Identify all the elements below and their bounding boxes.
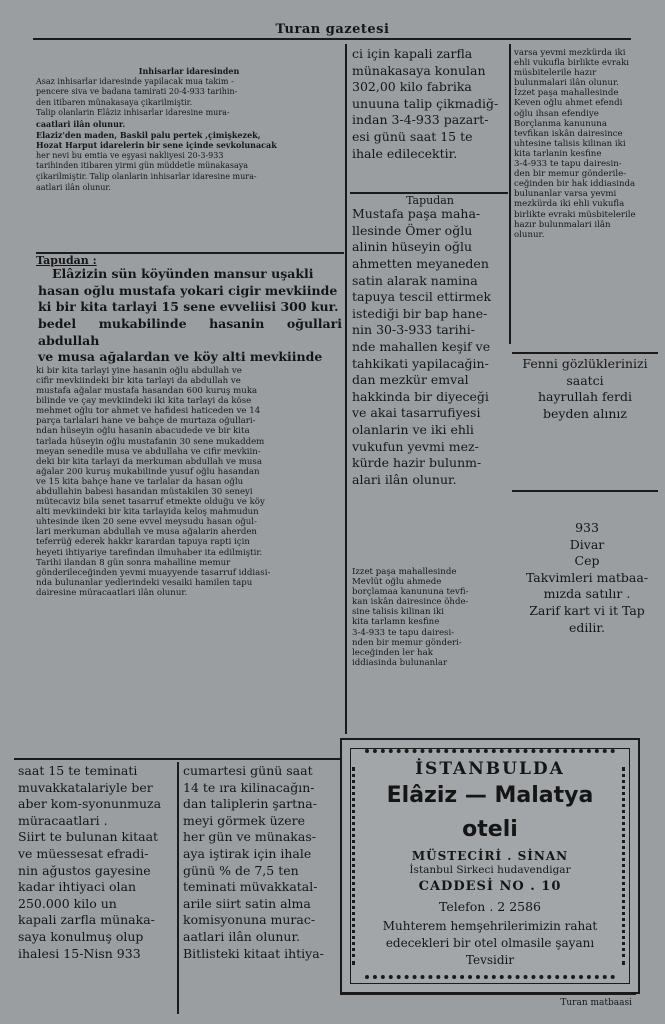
text-line: istediği bir bap hane- <box>352 305 488 321</box>
text-line: dan mezkür emval <box>352 372 469 388</box>
text-line: teferrüğ ederek hakkr karardan tapuya rapti için <box>36 537 250 548</box>
masthead: Turan gazetesi <box>275 22 390 37</box>
text-line: Tarihi ilandan 8 gün sonra mahalline memur <box>36 557 231 568</box>
text-line: cumartesi günü saat <box>183 763 313 778</box>
bottom-rule <box>14 758 340 760</box>
text-line: nin 30-3-933 tarihi- <box>352 322 475 338</box>
tapudan-label: Tapudan : <box>36 255 97 267</box>
tapu-notice-3 <box>352 567 508 732</box>
text-line: olanlarin ve iki ehli <box>352 422 474 438</box>
text-line: esi günü saat 15 te <box>352 128 473 144</box>
text-line: ve 15 kita bahçe hane ve tarlalar da hasan oğlu <box>36 476 244 487</box>
text-line: dairesine müracaatlari ilân olunur. <box>36 587 188 598</box>
text-line: mezkürda iki ehli vukufla <box>514 199 625 210</box>
text-line: borçlamaa kanununa tevfi- <box>352 587 469 598</box>
text-line: den bir memur gönderile- <box>514 169 627 180</box>
text-line: Keven oğlu ahmet efendi <box>514 98 623 109</box>
text-line: teminati müvakkatal- <box>183 879 318 895</box>
text-line: meyan senedile musa ve abdullaha ve cifir mevkiin- <box>36 446 261 457</box>
text-line: heyeti ihtiyariye tarefindan ilmuhaber ita edilmiştir. <box>36 547 263 558</box>
eyeglasses-ad <box>514 356 656 486</box>
text-line: deki bir kita tarlayi da merkuman abdullah ve musa <box>36 456 262 467</box>
text-line: ndan hüseyin oğlu hasanin abacudede ve bir kita <box>36 426 250 437</box>
siirt-notice-a-body <box>18 763 174 962</box>
text-line: kita tarlanin kesfine <box>514 148 602 159</box>
text-line: İzzet paşa mahallesinde <box>514 88 619 99</box>
hotel-owner: MÜSTECİRİ . SİNAN <box>411 849 569 863</box>
notice-line: her nevi bu emtia ve eşyasi nakliyesi 20-3-933 <box>36 150 224 160</box>
text-line: Takvimleri matbaa- <box>525 569 649 585</box>
text-line: kadar ihtiyaci olan <box>18 879 137 895</box>
text-line: ağalar 200 kuruş mukabilinde yusuf oğlu hasandan <box>36 466 260 477</box>
text-line: bilinde ve çay mevkiindeki iki kita tarlayi da köse <box>36 396 252 407</box>
text-line: meyi görmek üzere <box>183 812 305 828</box>
text-line: gönderileceğinden yevmi muayyende tasarruf iddiasi- <box>36 567 271 578</box>
text-line: ihalesi 15-Nisn 933 <box>18 945 141 961</box>
text-line: Cep <box>574 553 600 569</box>
notice-line: Elaziz'den maden, Baskil palu pertek ,çimişkezek, <box>36 129 261 140</box>
tapu-notice-1 <box>36 255 342 755</box>
masthead-rule <box>33 38 631 40</box>
fabrika-notice <box>352 46 508 191</box>
text-line: ahmetten meyaneden <box>352 256 489 272</box>
text-line: ve müessesat efradi- <box>18 845 149 861</box>
text-line: İzzet paşa mahallesinde <box>352 567 457 577</box>
text-line: bulunanlar varsa yevmi <box>514 189 617 200</box>
text-line: kürde hazir bulunm- <box>352 455 482 471</box>
eyeglasses-ad-body <box>514 356 656 422</box>
text-line: ihale edilecektir. <box>352 145 458 161</box>
text-line: oğlu ihsan efendiye <box>514 108 599 119</box>
text-line: müsbitelerile hazır <box>514 68 597 79</box>
text-line: llesinde Ömer oğlu <box>352 222 473 238</box>
hotel-message: Muhterem hemşehrilerimizin rahat <box>382 919 598 933</box>
hotel-name: Elâziz — Malatya <box>386 783 594 808</box>
text-line: 933 <box>575 520 599 535</box>
hotel-city: İSTANBULDA <box>415 759 565 779</box>
text-line: kita tarlamn kesfine <box>352 617 440 628</box>
text-line: tapuya tescil ettirmek <box>352 289 492 305</box>
footer-rule <box>340 994 636 995</box>
notice-line: aatlari ilân olunur. <box>36 182 111 192</box>
text-line: varsa yevmi mezkürda iki <box>514 48 626 58</box>
tapu-notice-4 <box>514 48 656 348</box>
text-line: birlikte evraki müsbitelerile <box>514 209 636 220</box>
column-rule-1 <box>345 44 347 734</box>
text-line: 3-4-933 te tapu dairesin- <box>514 159 622 170</box>
text-line: leceğinden ler hak <box>352 647 433 658</box>
text-line: satin alarak namina <box>352 272 478 288</box>
siirt-notice-b-body <box>183 763 337 962</box>
text-line: Borçlanma kanununa <box>514 118 607 129</box>
siirt-notice-a <box>18 763 174 1017</box>
text-line: kapali zarfla münaka- <box>18 912 155 928</box>
text-line: vukufun yevmi mez- <box>352 438 479 454</box>
text-line: saya konulmuş olup <box>18 928 144 944</box>
text-line: 250.000 kilo un <box>18 895 117 911</box>
text-line: nden bir memur gönderi- <box>352 637 462 648</box>
siirt-notice-b <box>183 763 337 1017</box>
calendar-ad-body <box>516 520 658 636</box>
text-line: müracaatlari . <box>18 812 108 828</box>
text-line: lari merkuman abdullah ve musa ağalarin aherden <box>36 527 257 538</box>
notice-line: caatlari ilân olunur. <box>36 118 126 129</box>
notice-line: Hozat Harput idarelerin bir sene içinde sevkolunacak <box>36 140 277 151</box>
text-line: tahkikati yapilacağin- <box>352 355 489 371</box>
tapu-notice-4-body <box>514 48 656 240</box>
text-line: her gün ve münakas- <box>183 829 316 845</box>
tapu-notice-body <box>36 366 342 598</box>
notice-line: pencere siva ve badana tamirati 20-4-933 tarihin- <box>36 87 238 97</box>
notice-line: Asaz inhisarlar idaresinde yapilacak mua takim - <box>36 76 234 86</box>
text-line: 302,00 kilo fabrika <box>352 79 472 95</box>
lead-line: Elâzizin sün köyünden mansur uşakli <box>52 266 314 282</box>
tapu-notice-3-body <box>352 567 508 668</box>
text-line: mustafa ağalar mustafa hasandan 600 kuruş muka <box>36 386 258 397</box>
hotel-ad-border <box>350 748 630 984</box>
text-line: tevfikan iskân dairesince <box>514 128 623 139</box>
hotel-type: oteli <box>462 817 518 842</box>
text-line: beyden alınız <box>543 405 627 421</box>
hotel-address: İstanbul Sirkeci hudavendigar <box>409 864 571 876</box>
text-line: Siirt te bulunan kitaat <box>18 829 159 845</box>
text-line: indan 3-4-933 pazart- <box>352 112 489 128</box>
section-rule <box>350 192 508 194</box>
text-line: günü % de 7,5 ten <box>183 862 299 878</box>
text-line: aatlari ilân olunur. <box>183 928 301 944</box>
text-line: nin ağustos gayesine <box>18 862 151 878</box>
tapu-notice-2 <box>352 195 508 565</box>
text-line: olunur. <box>514 229 545 240</box>
text-line: ci için kapali zarfla <box>352 46 473 61</box>
text-line: mızda satılır . <box>543 586 631 602</box>
inhisarlar-notice <box>36 66 342 250</box>
text-line: tarlada hüseyin oğlu mustafanin 30 sene mukaddem <box>36 436 265 447</box>
text-line: arile siirt satin alma <box>183 895 311 911</box>
text-line: ve akai tasarrufiyesi <box>352 405 481 421</box>
lead-line: ki bir kita tarlayi 15 sene evveliisi 300 kur. <box>38 299 339 315</box>
text-line: mütecaviz bila senet tasarruf etmekte olduğu ve köy <box>36 497 265 508</box>
text-line: aya iştirak için ihale <box>183 845 312 861</box>
hotel-street: CADDESİ NO . 10 <box>418 879 562 894</box>
text-line: mehmet oğlu tor ahmet ve hafidesi haticeden ve 14 <box>36 406 261 417</box>
text-line: ki bir kita tarlayi yine hasanin oğlu abdullah ve <box>36 365 242 376</box>
text-line: hazır bulunmalari ilân <box>514 219 611 230</box>
lead-line: hasan oğlu mustafa yokari cigir mevkiinde <box>38 282 338 298</box>
text-line: Fenni gözlüklerinizi <box>522 356 648 371</box>
text-line: Divar <box>569 536 605 552</box>
text-line: komisyonuna murac- <box>183 912 316 928</box>
notice-line: çikarilmiştir. Talip olanlarin inhisarlar idaresine mura- <box>36 171 257 181</box>
notice-line: Talip olanlarin Elâziz inhisarlar idaresine mura- <box>36 108 230 118</box>
hotel-phone: Telefon . 2 2586 <box>438 899 542 914</box>
hotel-message: Tevsidir <box>465 953 515 967</box>
hotel-message: edecekleri bir otel olmasile şayanı <box>385 936 595 950</box>
text-line: parça tarlalari hane ve bahçe de murtaza oğullari- <box>36 416 256 427</box>
column-rule-bottom <box>177 762 179 1014</box>
notice-heading: Inhisarlar idaresinden <box>138 66 240 76</box>
text-line: nde mahallen keşif ve <box>352 339 491 355</box>
lead-line: ve musa ağalardan ve köy alti mevkiinde <box>38 349 323 365</box>
text-line: Bitlisteki kitaat ihtiya- <box>183 945 324 961</box>
text-line: Mustafa paşa maha- <box>352 206 481 222</box>
text-line: bulunmalari ilân olunur. <box>514 78 619 89</box>
fabrika-notice-body <box>352 46 508 162</box>
text-line: iddiasinda bulunanlar <box>352 657 448 668</box>
calendar-ad <box>516 520 658 680</box>
text-line: uhtesinde iken 20 sene evvel meysudu hasan oğul- <box>36 517 257 528</box>
text-line: alari ilân olunur. <box>352 471 457 487</box>
section-rule <box>512 352 658 354</box>
tapu-notice-2-body <box>352 206 508 488</box>
text-line: nda bulunanlar yedlerindeki vesaiki hamilen tapu <box>36 577 253 588</box>
text-line: saatci <box>566 372 604 388</box>
text-line: 3-4-933 te tapu dairesi- <box>352 627 455 638</box>
text-line: hakkinda bir diyeceği <box>352 388 489 404</box>
text-line: Mevlüt oğlu ahmede <box>352 577 442 588</box>
text-line: alinin hüseyin oğlu <box>352 239 473 255</box>
hotel-ad <box>340 738 640 994</box>
text-line: uhtesine talisis kilinan iki <box>514 138 626 149</box>
text-line: ehli vukufla birlikte evrakı <box>514 58 630 69</box>
text-line: edilir. <box>569 619 605 635</box>
text-line: Zarif kart vi it Tap <box>529 602 645 618</box>
printer-imprint: Turan matbaasi <box>560 998 632 1008</box>
text-line: saat 15 te teminati <box>18 763 138 778</box>
notice-line: tarihinden itibaren yirmi gün müddetle münakasaya <box>36 161 249 171</box>
text-line: hayrullah ferdi <box>537 389 633 405</box>
text-line: abdullahin babesi hasandan müstakilen 30 seneyi <box>36 486 253 497</box>
text-line: unuuna talip çikmadiğ- <box>352 95 499 111</box>
tapudan-label-2: Tapudan <box>406 195 454 207</box>
text-line: dan taliplerin şartna- <box>183 796 317 812</box>
notice-line: den itibaren münakasaya çikarilmiştir. <box>36 97 193 107</box>
lead-line: bedel mukabilinde hasanin oğullari abdullah <box>38 316 342 348</box>
text-line: muvakkatalariyle ber <box>18 779 153 795</box>
section-rule <box>512 490 658 492</box>
text-line: 14 te ıra kilinacağın- <box>183 779 315 795</box>
section-rule <box>36 252 344 254</box>
text-line: ceğinden bir hak iddiasinda <box>514 179 636 190</box>
text-line: cifir mevkiindeki bir kita tarlayi da abdullah ve <box>36 375 241 386</box>
text-line: aber kom-syonunmuza <box>18 796 162 812</box>
text-line: münakasaya konulan <box>352 62 486 78</box>
column-rule-2 <box>509 44 511 344</box>
text-line: alti mevkiindeki bir kita tarlayida keloş mahmudun <box>36 507 259 518</box>
text-line: sine talisis kilinan iki <box>352 607 444 618</box>
text-line: kan iskân dairesince öhde- <box>352 597 469 608</box>
